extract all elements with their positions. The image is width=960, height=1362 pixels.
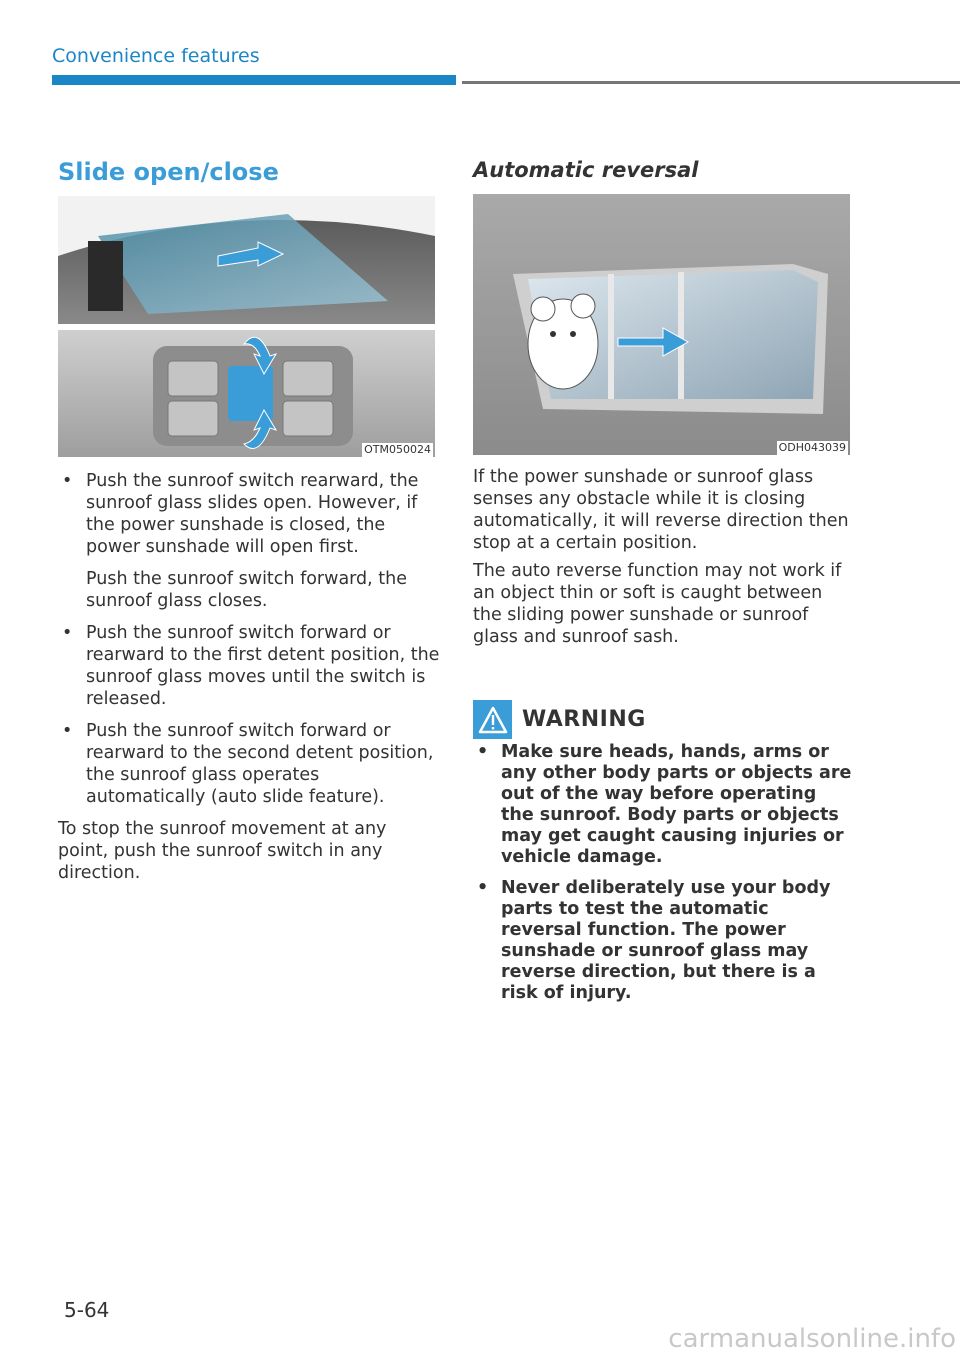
slide-bullet-list	[58, 470, 443, 818]
page-number: 5-64	[64, 1298, 110, 1322]
section-title-slide: Slide open/close	[58, 158, 279, 186]
auto-reverse-limit-paragraph: The auto reverse function may not work if an object thin or soft is caught between the sliding power sunshade or sunroof glass and sunroof sash.	[473, 561, 842, 647]
warning-header	[473, 700, 646, 739]
list-item: • Push the sunroof switch forward or rearward to the first detent position, the sunroof glass moves until the switch is released.	[62, 623, 440, 709]
list-item: • Push the sunroof switch forward or rearward to the second detent position, the sunroof glass operates automatically (auto slide feature).	[62, 721, 434, 807]
header-accent-bar	[52, 75, 456, 85]
list-item: • Make sure heads, hands, arms or any other body parts or objects are out of the way before operating the sunroof. Body parts or objects may get caught causing injuries or vehicle damage.	[477, 742, 852, 867]
list-item-subtext: Push the sunroof switch forward, the sunroof glass closes.	[86, 569, 408, 611]
image-caption: ODH043039	[778, 441, 846, 454]
list-item: • Push the sunroof switch rearward, the sunroof glass slides open. However, if the power sunshade is closed, the power sunshade will open first.	[62, 471, 419, 557]
watermark: carmanualsonline.info	[668, 1324, 956, 1354]
auto-reversal-illustration	[473, 194, 850, 455]
header-divider	[462, 81, 960, 84]
warning-label: WARNING	[522, 707, 646, 732]
header-section-title: Convenience features	[52, 45, 260, 67]
warning-triangle-icon	[473, 700, 512, 739]
obstacle-paragraph: If the power sunshade or sunroof glass senses any obstacle while it is closing automatically, it will reverse direction then stop at a certain position.	[473, 467, 849, 553]
stop-movement-paragraph: To stop the sunroof movement at any point, push the sunroof switch in any direction.	[58, 819, 387, 883]
list-item: • Never deliberately use your body parts to test the automatic reversal function. The power sunshade or sunroof glass may reverse direction, but there is a risk of injury.	[477, 878, 831, 1003]
warning-bullet-list	[473, 742, 853, 1014]
sunroof-switch-illustration	[58, 196, 435, 457]
image-caption: OTM050024	[364, 443, 431, 456]
section-title-auto-reversal: Automatic reversal	[473, 158, 699, 182]
